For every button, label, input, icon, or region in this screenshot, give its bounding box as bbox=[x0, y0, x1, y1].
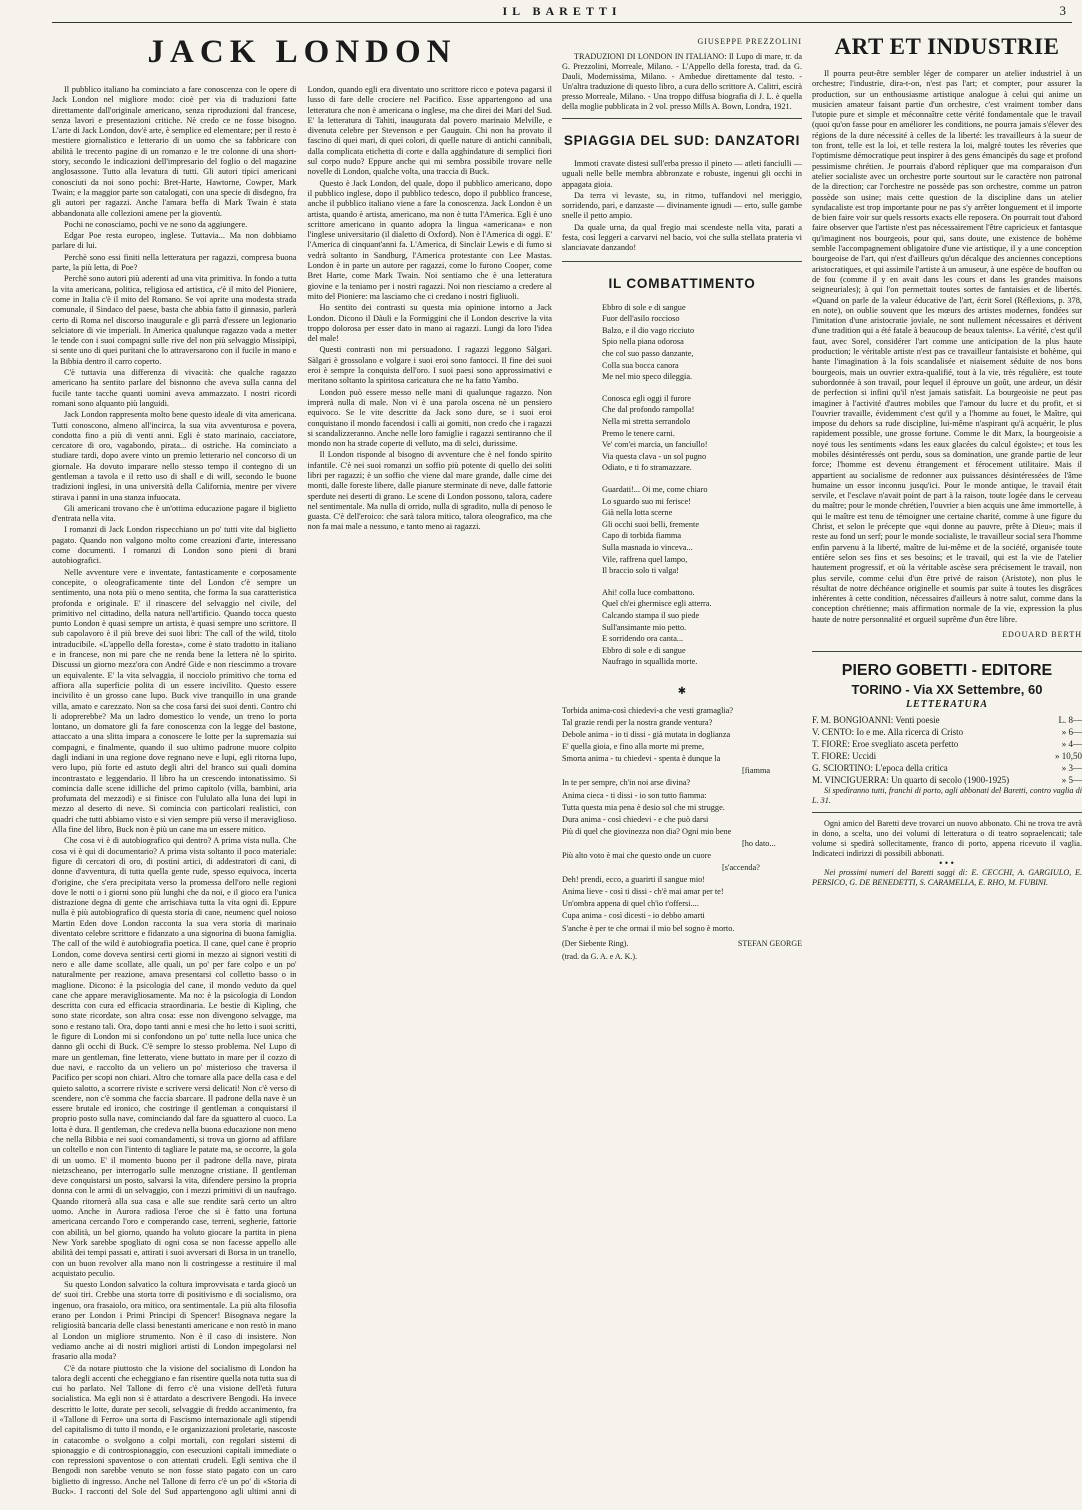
subscription-note: Ogni amico del Baretti deve trovarci un nuovo abbonato. Chi ne trova tre avrà in dono, a scelta, uno dei volumi di letteratura o di teatro sopraelencati; tale volume si spedirà sollecitamente, franco di porto, appena ricevuto il vaglia. Indicateci indirizzi di possibili abbonati. bbox=[812, 819, 1082, 859]
book-price: » 5— bbox=[1061, 775, 1082, 786]
right-column bbox=[812, 33, 1082, 1503]
poem-line: Sulla masnada io vinceva... bbox=[602, 542, 693, 552]
prezzolini-signature: GIUSEPPE PREZZOLINI bbox=[697, 37, 802, 46]
publisher-section: LETTERATURA bbox=[905, 699, 989, 711]
article-paragraph: Questi contrasti non mi persuadono. I ragazzi leggono Sàlgari. Sàlgari è grossolano e volgare i suoi eroi sono fantocci. Il fine dei suoi eroi è sempre la conquista dell'oro. I suoi paesi sono approssimativi e meritano soltanto la spiritosa caricatura che ne ha fatto Yambo. bbox=[307, 345, 552, 386]
translations-note: TRADUZIONI DI LONDON IN ITALIANO: Il Lupo di mare, tr. da G. Prezzolini, Morreale, Milano. - L'Appello della foresta, trad. da G. Dauli, Modernissima, Milano. - Ambedue direttamente dal testo. - Un'altra traduzione di questo libro, a cura dello scrittore A. Calitri, escirà presso Morreale, Milano. - Una troppo diffusa biografia di J. L. è quella della moglie pubblicata in 2 vol. presso Mills A. Bown, Londra, 1921. bbox=[562, 52, 802, 111]
book-title: T. FIORE: Uccidi bbox=[812, 751, 877, 762]
poem-line: In te per sempre, ch'in noi arse divina? bbox=[562, 778, 691, 788]
book-listing bbox=[812, 774, 1082, 786]
poem-stanza bbox=[602, 484, 802, 577]
poem-line: Ebbro di sole e di sangue bbox=[602, 645, 686, 655]
spiaggia-paragraph: Da quale urna, da qual fregio mai scendeste nella vita, parati a festa, così leggeri a carvarvi nel bacio, voi che sulla stellata prateria vi slanciavate danzando! bbox=[562, 222, 802, 253]
book-price: » 6— bbox=[1061, 727, 1082, 738]
separator-dots: ••• bbox=[938, 859, 956, 869]
masthead-title: IL BARETTI bbox=[502, 3, 622, 18]
section-ornament: ✱ bbox=[677, 685, 687, 697]
article-paragraph: I romanzi di Jack London rispecchiano un po' tutti vite dal biglietto pagato. Quando non valgono molto come creazioni d'arte, interessano come documenti. I romanzi di London sono pieni di brani autobiografici. bbox=[52, 525, 297, 566]
poem-stanza bbox=[602, 302, 802, 383]
poem-line: Odiato, e ti fo stramazzare. bbox=[602, 463, 692, 473]
article-paragraph: Nelle avventure vere e inventate, fantasticamente e corposamente concepite, o oleograficamente tinte del London c'è sempre un sentimento, una nota più o meno sentita, che forma la sua caratteristica profonda e originale. E' il rinascere del selvaggio nel civile, del primitivo nel cittadino, della natura nell'artificio. Quando tocca questo punto London è quasi sempre un artista, è quasi sempre uno scrittore. Il sub capolavoro è il più breve dei suoi libri: The call of the wild, titolo intraducibile. «L'appello della foresta», come è stato tradotto in italiano e in francese, non mi pare che ne renda bene la lettera nè lo spirito. Discussi un giorno mezz'ora con André Gide e non riescimmo a trovare un equivalente. E' la vita selvaggia, il nocciolo primitivo che torna ed affiora alla superficie polita di un essere incivilito. Questo essere incivilito è un grosso cane lupo. Buck vive tranquillo in una grande villa, amato e carezzato. Non sa che cosa farsi dei suoi denti. Contro chi li adoprerebbe? Ma un ladro domestico lo vende, un treno lo porta lontano, un domatore gli fa fare conoscenza con la legge del bastone, attaccato a una slitta impara a conoscere le lotte per la supremazia sui compagni, e finalmente, quando il suo ultimo padrone muore colpito dagli indiani in una regione dove regnano neve e lupi, egli ritorna lupo, vero lupo, più forte ed astuto degli altri del branco sui quali domina incontrastato e leggendario. Il libro ha un crescendo intonatissimo. Si comincia dalle scene idilliche del primo capitolo (villa, bambini, aria profumata del mezzodì) e si finisce con l'ululato alla luna dei lupi in mezzo al deserto di neve. Si comincia con particolari realistici, con quadri che tutti abbiamo visto e si vien sempre più verso il meraviglioso. Alla fine del libro, Buck non è più un cane ma un essere mitico. bbox=[52, 567, 297, 835]
divider bbox=[812, 651, 1082, 652]
jack-london-body bbox=[52, 85, 552, 1500]
poem-line: E sorridendo ora canta... bbox=[602, 634, 684, 644]
poem-line: Calcando stampa il suo piede bbox=[602, 610, 700, 620]
poem-line: [ho dato... bbox=[742, 838, 776, 848]
poem-line: [fiamma bbox=[742, 766, 771, 776]
poem-line: Già nella lotta scerne bbox=[602, 508, 673, 518]
middle-column bbox=[562, 33, 802, 1503]
poem-line: E' quella gioia, e fino alla morte mi preme, bbox=[562, 742, 705, 752]
poem-line: Balzo, e il dio vago ricciuto bbox=[602, 325, 695, 335]
poem-line: Capo di torbida fiamma bbox=[602, 531, 682, 541]
poem-line: che col suo passo danzante, bbox=[602, 349, 694, 359]
poem-line: Deh! prendi, ecco, a guarirti il sangue mio! bbox=[562, 875, 706, 885]
poem-line: Più di quel che giovinezza non dia? Ogni mio bene bbox=[562, 826, 732, 836]
article-paragraph: C'è da notare piuttosto che la visione del socialismo di London ha talora degli accenti che echeggiano e fan risentire quella nota tutta sua di cui ho parlato. Nel Tallone di ferro c'è una visione dell'età futura socialistica. Ma egli non si è attardato a descrivere Bengodi. Ha invece descritto le lotte, durate per secoli, selvaggie di freddo accanimento, fra il «Tallone di Ferro» una sorta di Fascismo internazionale agli stipendi del capitalismo di tutto il mondo, e le organizzazioni proletarie, nascoste in catacombe o svolgono a colpi mortali, con regolari sistemi di spionaggio e di controspionaggio, con esecuzioni capitali immediate o con repressioni spaventose o con attentati crudeli. Egli sentiva che il Bengodi non sarebbe venuto se non fosse stato pagato con un caro biglietto di ingresso. Anche nel Tallone di ferro c'è un po' di «Storia di Buck». I racconti del Sole del Sud appartengono agli ultimi anni di London, quando egli era diventato uno scrittore ricco e poteva pagarsi il lusso di fare delle crociere nel Pacifico. Esse appartengono ad una letteratura che non è americana o inglese, ma che direi dei Mari del Sud. E' la letteratura di Tahiti, inaugurata dal povero marinaio Melville, e divenuta celebre per Stevenson e per Gauguin. Chi non ha provato il fascino di quei mari, di quei colori, di quelle nature di antichi cannibali, dalla complicata etichetta di corte e dalla agghindature di semplici fiori sul corpo nudo? Eppure anche qui mi sembra possibile trovare nelle novelle di London, qualche volta, una traccia di Buck. bbox=[52, 85, 552, 1497]
poem-translator-line bbox=[562, 952, 802, 961]
poem-line: Guardati!... Oi me, come chiaro bbox=[602, 484, 708, 494]
poem-line: Sull'ansimante mio petto. bbox=[602, 622, 687, 632]
poem-translator: (trad. da G. A. e A. K.). bbox=[562, 951, 638, 961]
article-paragraph: Che cosa vi è di autobiografico qui dentro? A prima vista nulla. Che cosa vi è qui di documentario? A prima vista soltanto il poco materiale: figure di cercatori di oro, di postini artici, di addestratori di cani, di donne d'avventura, di tutta quella gente rude, spesso equivoca, incerta d'origine, che s'era precipitata verso la promessa dell'oro nelle regioni dove le notti o i giorni sono più lunghi che da noi, e il gioco era l'unica distrazione degna di gente che arrischiava tutta la vita ogni dì. Eppure nulla è più autobiografico di questa storia di cane, neumenc quel noioso Martin Eden dove London racconta la sua vera storia di marinaio diventato celebre scrittore e fidanzato a una signorina di buona famiglia. The call of the wild è autobiografia poetica. Il cane, quel cane è proprio London, come doveva sentirsi certi giorni in mezzo ai signori vestiti di nero e alle dame scollate, alle quali, un po' per fare colpo e un po' naturalmente per reazione, amava presentarsi col colletto basso o in maglione. Dicono: è la psicologia del cane, il mondo veduto da quel cane che appare meravigliosamente. Ma no: è la psicologia di London descritta con cura ed efficacia straordinaria. Le bestie di Kipling, che sono state ricordate, son altra cosa: esse non divengono selvagge, ma sono e restano tali. Ora, dopo tanti anni e mesi che ho letto i suoi scritti, le figure di London mi si confondono un po' tutte nella luce unica che danno gli occhi di Buck. C'è sempre lo stesso problema. Nel Lupo di mare un gentleman, fine letterato, viene buttato in mare per il cozzo di due navi, e raccolto da un veliero un po' misterioso che traversa il Pacifico per scopi non chiari. Altro che tornare alla pace della casa e del quieto salotto, a scorrere riviste e scrivere versi delicati! Non c'è verso di scendere, non c'è somma che faccia sbarcare. Il padrone della nave è un essere brutale ed ironico, che costringe il gentleman a conquistarsi il proprio posto sulla nave, cominciando dal fare da sguattero al cuoco. La lotta è dura. Il gentleman, che credeva nella buona educazione non meno che nella Bibbia e nei suoi comandamenti, si trova un giorno ad affilare un coltello e non con l'intento di tagliare le patate ma, se occorre, la gola di un uomo. E' il momento buono per il padrone della nave, pirata nietzscheano, per interrogarlo sulle menzogne cristiane. Il gentleman deve conquistarsi un posto, salvarsi la vita, difendere persino la propria donna con le armi di un selvaggio, con i mezzi primitivi di un naufrago. Quando ritornerà alla sua casa e alle sue rendite sarà certo un altro uomo. Anche in Aurora radiosa l'eroe che si è fatto una fortuna americana cercando l'oro e comperando case, terreni, segherie, fattorie con abilità, un bel giorno, quando ha voluto giocare la partita in piena New York sarebbe spogliato di ogni cosa se non facesse appello alle abilità dei tempi passati e, attirati i suoi avversari di Borsa in un tranello, con un buon revolver alla mano non li costringesse a restituire il mal acquistato peculio. bbox=[52, 836, 297, 1278]
divider bbox=[562, 118, 802, 119]
poem-line: Debole anima - io ti dissi - già mutata in doglianza bbox=[562, 730, 731, 740]
publisher-name: PIERO GOBETTI - EDITORE bbox=[841, 662, 1053, 680]
book-price: » 3— bbox=[1061, 763, 1082, 774]
article-paragraph: Il pubblico italiano ha cominciato a fare conoscenza con le opere di Jack London nel migliore modo: cioè per via di traduzioni fatte direttamente dall'originale americano, senza riproduzioni dal francese, senza lavori e presentazioni critiche. Nè credo ce ne fosse bisogno. L'arte di Jack London, dov'è arte, è semplice ed elementare; per il resto è mestiere giornalistico e letterario di un uomo che sa fabbricare con abilità le trecento pagine di un romanzo e le tre colonne di una short-story, secondo le indicazioni dell'impresario del foglio o del magazine anglosassone. Tutto alla levatura di tutti. Gli autori tipici americani conosciuti da noi sono pochi: Bret-Harte, Hawtorne, Cowper, Mark Twain; e la maggior parte son catalogati, con una specie di disdegno, fra gli autori per ragazzi. Anche l'amara beffa di Mark Twain è stata abbandonata alle collezioni amene per la gioventù. bbox=[52, 85, 297, 218]
article-paragraph: C'è tuttavia una differenza di vivacità: che qualche ragazzo americano ha sentito parlare del bisnonno che aveva sulla canna del fucile tante tacche quanti uomini aveva ammazzato. I nostri ricordi romani sono alquanto più languidi. bbox=[52, 368, 297, 408]
combattimento-title: IL COMBATTIMENTO bbox=[608, 275, 756, 291]
art-industrie-title: ART ET INDUSTRIE bbox=[834, 34, 1060, 59]
article-paragraph: Gli americani trovano che è un'ottima educazione pagare il biglietto d'entrata nella vita. bbox=[52, 503, 297, 524]
book-title: G. SCIORTINO: L'epoca della critica bbox=[812, 763, 948, 774]
poem-line: Naufrago in squallida morte. bbox=[602, 657, 698, 667]
combattimento-poem bbox=[562, 302, 802, 678]
poem-line: Cupa anima - così dicesti - io debbo amarti bbox=[562, 911, 705, 921]
poem-line: Via questa clava - un sol pugno bbox=[602, 451, 707, 461]
article-paragraph: Perchè sono essi finiti nella letteratura per ragazzi, compresa buona parte, la più letta, di Poe? bbox=[52, 252, 297, 273]
book-listing bbox=[812, 762, 1082, 774]
poem-line: Spio nella piana odorosa bbox=[602, 337, 684, 347]
poem-line: Più alto voto è mai che questo onde un cuore bbox=[562, 851, 712, 861]
jack-london-article bbox=[52, 33, 552, 1503]
poem-line: Nella mi stretta serrandolo bbox=[602, 417, 691, 427]
poem-line: Il braccio solo ti valga! bbox=[602, 566, 679, 576]
poem-source: (Der Siebente Ring). bbox=[562, 938, 629, 948]
poem-stanza bbox=[602, 393, 802, 474]
poem-line: Gli occhi suoi belli, fremente bbox=[602, 519, 699, 529]
poem-line: Tutta questa mia pena è desio sol che mi strugge. bbox=[562, 802, 725, 812]
poem-line: Dura anima - così chiedevi - e che può darsi bbox=[562, 814, 709, 824]
spiaggia-title: SPIAGGIA DEL SUD: DANZATORI bbox=[563, 133, 801, 148]
article-paragraph: London può essere messo nelle mani di qualunque ragazzo. Non imprerà nulla di male. Non vi è una parola oscena nè un pensiero equivoco. Se le vite descritte da Jack sono dure, se i suoi eroi conquistano il mondo facendosi i calli ai gomiti, non credo che i ragazzi si scandalizzeranno. Anche nelle loro famiglie i ragazzi sentiranno che il mondo non ha strade coperte di velluto, ma di selci, durissime. bbox=[307, 387, 552, 449]
poem-line: Un'ombra appena di quel ch'io t'offersi.... bbox=[562, 899, 699, 909]
art-paragraph: Il pourra peut-être sembler léger de comparer un atelier industriel à un orchestre; l'industrie, dira-t-on, n'est pas l'art; et compter, pour assurer la production, sur un enthousiasme artistique analogue à celui qui anime un musicien amateur faisant partie d'un orchestre, c'est vraiment tomber dans l'utopie pure et simple et méconnaître cette vérité fondamentale que le travail (quoi qu'on fasse pour en améliorer les conditions, ne pourra jamais s'élever des régions de la dure nécessité à celles de la liberté: les travailleurs à la sueur de ton front, telle est la loi, et telle restera la loi, malgré toutes les rêveries que l'optimisme démocratique peut inspirer à des gens émancipés du sage et profond pessimisme chrétien. Je pourrais d'abord répliquer que ma comparaison d'un atelier socialiste avec un orchestre porte sourtout sur le caractère non patronal de la direction; car l'orchestre ne possède pas son orchestre, comme un patron possède son usine; mais cette question de la discipline dans un atelier syndacaliste est trop importante pour ne pas s'y arrêter longuement et il importe de bien faire voir sur quels ressorts exacts elle reposera. On pourrait tout d'abord faire observer que l'artiste n'est pas nécessairement l'être capricieux et fantasque qu'imaginent nos bourgeois, pour qui, sans doute, une existence de bohème semble l'accompagnement obligatoire d'une vie artistique, il y a une conception bourgeoise de l'art, qui n'est d'ailleurs qu'un décalque des anciennes conceptions aristocratiques, et qui assimile l'artiste à un amuseur, à une espèce de bouffon ou de fou (comme il y en avait dans les cours et dans les grandes maisons seigneuriales); à qui l'on permettait toutes sortes de fantaisies et de libertés. «Quand on parle de la valeur éducative de l'art, écrit Sorel (Réflexions, p. 378, en note), on oublie souvent que les mœurs des artistes modernes, fondées sur l'imitation d'une aristocratie joviale, ne sont nullement nécessaires et dérivent d'une tradition qui a été fatale à beaucoup de beaux talents». La vérité, c'est qu'il faut, avec Sorel, considérer l'art comme une anticipation de la plus haute production; le véritable artiste n'est pas ce travailleur fantaisiste et bohème, qui hante l'imagination à la fois scandalisée et niaisement séduite de nos bons bourgeois, mais un ouvrier extra-qualifié, tout à la vie, très régulière, est toute subordonnée à son travail, pour lequel il éprouve un goût, une ardeur, un désir de perfection si infini qu'il n'est jamais satisfait. La bourgeoisie ne peut pas imaginer à l'activité d'autres mobiles que l'amour du lucre et du profit, et si l'ouvrier travaille, évidemment c'est qu'il y a l'homme au fouet, le Maître, qui impose du dehors sa rude discipline, lui-même n'aspirant qu'à acquérir, le plus rapidement possible, une grosse fortune. Comme le dit Marx, la bourgeoisie a noyé tous les sentiments «dans les eaux glacées du calcul égoïste»; et tous les mobiles désintéressés ont perdu, sous sa domination, une grande partie de leur force; l'homme est devenu étrangement et férocement utilitaire. Mais il appartient au socialisme de redonner aux puissances désintéressées de l'âme humaine un essor inconnu jusqu'ici. Pour le monde antique, le travail était servile, et l'esclave n'avait point de part à la raison, toute logée dans le cerveau du maître; pour le monde chrétien, l'ouvrier a bien acquis une âme immortelle, à qui le maître est tenu de témoigner une certaine charité, comme à une figure du Christ, et selon le précepte que «qui donne au pauvre, prête à Dieu»; mais il reste au fond un serf; pour le monde socialiste, le travailleur social sera l'homme enfin parvenu à la liberté, maître de lui-même et de la société, organisée toute entière selon ses fins et ses besoins; et le travail, qui est la vie de l'atelier hautement progressif, et où la véritable ascèse sera précisement le travail, non plus servile, comme celui d'un être privé de raison (Aristote), non plus le résultat de notre déchéance originelle et soumis par suite à toutes les disgrâces inhérentes à cette condition, nécessaires d'ailleurs à notre salut, comme dans la conception chrétienne; mais affirmation normale de la vie, expression la plus haute de notre personnalité et orgueil suprême d'un être libre. bbox=[812, 69, 1082, 624]
poem-line: Vile, raffrena quel lampo, bbox=[602, 554, 688, 564]
spiaggia-paragraph: Da terra vi levaste, su, in ritmo, tuffandovi nel meriggio, sorridendo, pari, e danzaste — divinamente ignudi — erto, sulle gambe snelle il petto ampio. bbox=[562, 190, 802, 221]
book-title: T. FIORE: Eroe svegliato asceta perfetto bbox=[812, 739, 959, 750]
divider bbox=[812, 812, 1082, 813]
poem-line: Ve' com'ei marcia, un fanciullo! bbox=[602, 440, 708, 450]
article-paragraph: Jack London rappresenta molto bene questo ideale di vita americana. Tutti conoscono, almeno all'incirca, la sua vita avventurosa e povera, condotta fino a più di venti anni. Egli è stato marinaio, cacciatore, cercatore di oro, vagabondo, pirata... di ostriche. Ha cominciato a studiare tardi, dopo avere vinto un premio letterario nel concorso di un giornale. Ha dovuto imparare nello stesso tempo il contegno di un gentleman a tavola e il retto uso di shall e di will, secondo le buone tradizioni inglesi, in una università della California, mentre per vivere stirava i panni in una stanza infuocata. bbox=[52, 410, 297, 502]
book-listing bbox=[812, 750, 1082, 762]
book-title: M. VINCIGUERRA: Un quarto di secolo (1900-1925) bbox=[812, 775, 1010, 786]
poem-line: Fuor dell'asilo roccioso bbox=[602, 314, 680, 324]
article-paragraph: Questo è Jack London, del quale, dopo il pubblico americano, dopo il pubblico inglese, dopo il pubblico tedesco, dopo il pubblico francese, anche il pubblico italiano viene a fare la conoscenza. Jack London è un artista, quando è artista, americano, ma non è tutta l'America. Egli è uno scrittore americano in quanto adopra la lingua «americana» e non l'inglese universitario (il dialetto di Oxford). Non è l'America di oggi. E' l'America di cinquant'anni fa. L'America, di Sinclair Lewis e di fumo si vedrà soltanto in Sandburg, l'America protestante con Lee Mastas. London è in parte un autore per ragazzi, come lo furono Cooper, come Bret Harte, come Mark Twain. Noi sentiamo che è una letteratura giovine e la teniamo per i nostri ragazzi. Noi non riesciamo a credere al mito del Pioniere: ma lasciamo che ci credano i nostri figliuoli. bbox=[307, 178, 552, 301]
second-poem bbox=[562, 705, 802, 935]
article-paragraph: Edgar Poe resta europeo, inglese. Tuttavia... Ma non dobbiamo parlare di lui. bbox=[52, 231, 297, 251]
article-paragraph: Il London risponde al bisogno di avventure che è nel fondo spirito infantile. C'è nei suoi romanzi un soffio più potente di quello dei soliti libri per ragazzi; è un soffio che viene dal mare grande, dalle cime dei monti, dalle foreste libere, dalle pianure sterminate di neve, dalle fattorie sperdute nei deserti di grano. Le scene di London possono, talora, cadere nel sentimentale. Ma nulla di orrido, nulla di sgradito, nulla di penoso le guasta. C'è dell'eroico: che sarà talora mitico, talora oleografico, ma che non fa mai male a nessuno, e tanto meno ai ragazzi. bbox=[307, 450, 552, 532]
poem-line: Colla sua bocca canora bbox=[602, 360, 679, 370]
jack-london-title: JACK LONDON bbox=[147, 34, 457, 70]
poem-line: Anima lieve - così ti dissi - ch'è mai amar per te! bbox=[562, 887, 724, 897]
poem-line: Tal grazie rendi per la nostra grande ventura? bbox=[562, 717, 713, 727]
poem-line: Che dal profondo rampolla! bbox=[602, 405, 695, 415]
divider bbox=[562, 261, 802, 262]
page-number: 3 bbox=[1059, 3, 1066, 18]
poem-line: Quel ch'ei ghermisce egli atterra. bbox=[602, 599, 712, 609]
poem-line: Anima cieca - ti dissi - io son tutto fiamma: bbox=[562, 790, 707, 800]
book-price: » 10,50 bbox=[1055, 751, 1082, 762]
book-title: F. M. BONGIOANNI: Venti poesie bbox=[812, 715, 940, 726]
book-price: » 4— bbox=[1061, 739, 1082, 750]
poem-line: [s'accenda? bbox=[722, 863, 760, 873]
poem-line: Conosca egli oggi il furore bbox=[602, 393, 691, 403]
poem-line: Lo sguardo suo mi ferisce! bbox=[602, 496, 691, 506]
book-listing bbox=[812, 714, 1082, 726]
book-listing bbox=[812, 738, 1082, 750]
book-price: L. 8— bbox=[1058, 715, 1082, 726]
book-title: V. CENTO: Io e me. Alla ricerca di Cristo bbox=[812, 727, 964, 738]
shipping-note: Si spediranno tutti, franchi di porto, agli abbonati del Baretti, contro vaglia di L. 31. bbox=[812, 786, 1082, 806]
article-paragraph: Ho sentito dei contrasti su questa mia opinione intorno a Jack London. Dicono il Dàuli e la Formiggini che il London descrive la vita troppo dolorosa per esser dato in mano ai ragazzi. Lungi da loro l'idea del male! bbox=[307, 303, 552, 344]
berth-signature: EDOUARD BERTH bbox=[1002, 630, 1082, 640]
book-listing bbox=[812, 726, 1082, 738]
poem-line: Torbida anima-così chiedevi-a che vesti gramaglia? bbox=[562, 705, 734, 715]
article-paragraph: Pochi ne conosciamo, pochi ve ne sono da aggiungere. bbox=[64, 219, 248, 229]
poem-line: Smorta anima - tu chiedevi - spenta è dunque la bbox=[562, 754, 721, 764]
poem-line: Ahi! colla luce combattono. bbox=[602, 587, 695, 597]
poem-line: S'anche è per te che ormai il mio bel sogno è morto. bbox=[562, 923, 735, 933]
poem-line: Premo le tenere carni. bbox=[602, 428, 675, 438]
article-paragraph: Perchè sono autori più aderenti ad una vita primitiva. In fondo a tutta la vita americana, politica, religiosa ed artistica, c'è il mito del Pioniere, come in Italia c'è il mito del Romano. Se voi aprite una modesta strada comunale, il Sindaco del paese, basta che abbia fatto il ginnasio, parlerà certo di Roma nel discorso inaugurale e gli parrà d'essere un legionario selciatore di vie imperiali. In America qualunque ragazzo vada a metter le tende con i suoi compagni sulle rive del non più selvaggio Missipipì, si sente uno di quei puritani che lo attraversarono con il fucile in mano e la Bibbia dentro il carro coperto. bbox=[52, 274, 297, 366]
poem-author: STEFAN GEORGE bbox=[737, 938, 802, 948]
poem-line: Me nel mio speco dileggia. bbox=[602, 372, 693, 382]
spiaggia-paragraph: Immoti cravate distesi sull'erba presso il pineto — atleti fanciulli — uguali nelle belle membra abbronzate e robuste, ingenui gli occhi in appagata gioia. bbox=[562, 159, 802, 189]
publisher-address: TORINO - Via XX Settembre, 60 bbox=[851, 682, 1043, 698]
poem-line: Ebbro di sole e di sangue bbox=[602, 302, 686, 312]
poem-attribution bbox=[562, 939, 802, 948]
upcoming-authors: Nei prossimi numeri del Baretti saggi di: E. CECCHI, A. GARGIULO, E. PERSICO, G. DE BENEDETTI, S. CARAMELLA, E. RHO, M. FUBINI. bbox=[812, 868, 1082, 888]
masthead bbox=[52, 0, 1072, 23]
article-paragraph: Su questo London salvatico la coltura improvvisata e tarda giocò un de' suoi tiri. Crebbe una storta torre di positivismo e di socialismo, ora ingenuo, ora frasaiolo, ora mitico, ora sentimentale. La più alta filosofia erano per London i Primi Principi di Spencer! Bisognava negare la religiosità bancaria delle classi benestanti americane e non restò in mano al London un migliore strumento. Non è il caso di insistere. Non vediamo anche ai di nostri migliori artisti di London impegolarsi nel frasario alla moda? bbox=[52, 1280, 297, 1362]
poem-stanza bbox=[602, 587, 802, 668]
